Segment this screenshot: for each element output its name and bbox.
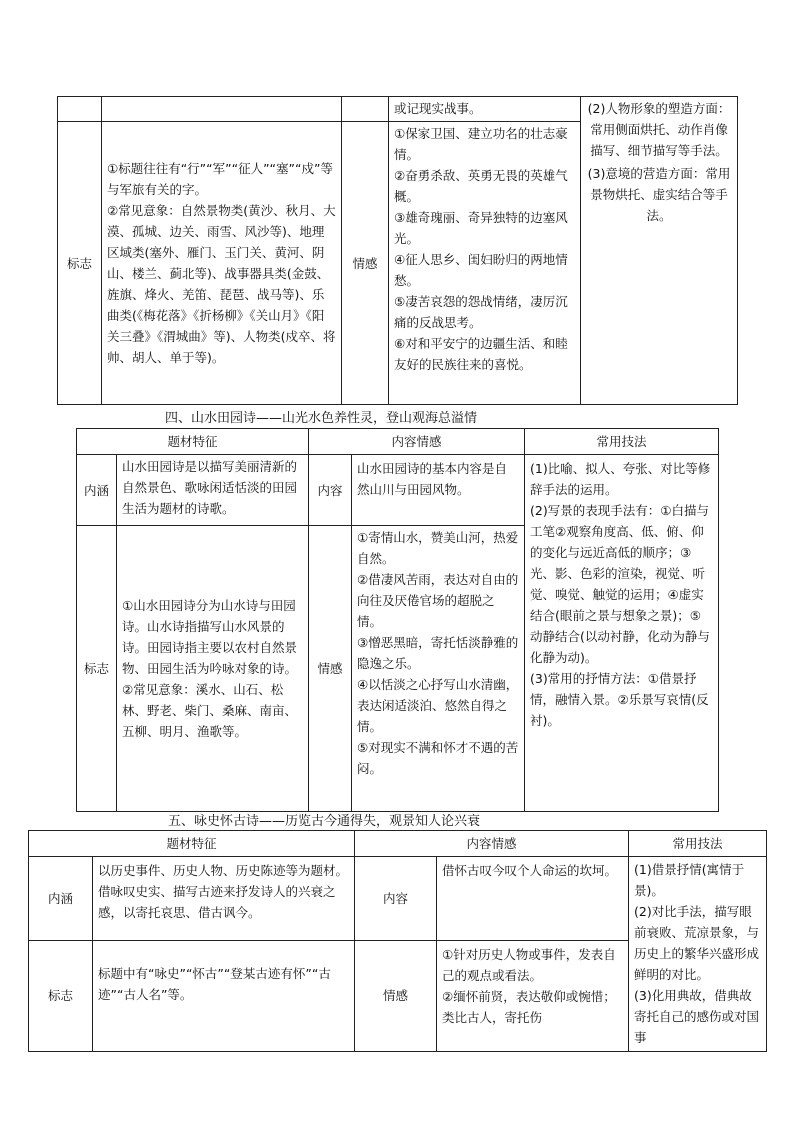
biaozhi-text: ①山水田园诗分为山水诗与田园诗。山水诗指描写山水风景的诗。田园诗指主要以农村自然景物、田园生活为吟咏对象的诗。 ②常见意象：溪水、山石、松林、野老、柴门、桑麻、南亩、五柳、明月、渔歌等。 xyxy=(117,526,309,812)
label-qinggan: 情感 xyxy=(309,526,352,812)
jifa-text: (1)比喻、拟人、夸张、对比等修辞手法的运用。 (2)写景的表现手法有：①白描与工笔②观察角度高、低、俯、仰的变化与远近高低的顺序；③光、影、色彩的渲染，视觉、听觉、嗅觉、触觉的运用；④虚实结合(眼前之景与想象之景)；⑤动静结合(以动衬静，化动为静与化静为动)。 (3)常用的抒情方法：①借景抒情，融情入景。②乐景写哀情(反衬)。 xyxy=(525,455,719,812)
neihan-text: 以历史事件、历史人物、历史陈迹等为题材。借咏叹史实、描写古迹来抒发诗人的兴衰之感，以寄托哀思、借古讽今。 xyxy=(93,857,355,941)
jifa-text: (1)借景抒情(寓情于景)。 (2)对比手法，描写眼前衰败、荒凉景象，与历史上的繁华兴盛形成鲜明的对比。 (3)化用典故，借典故寄托自己的感伤或对国事 xyxy=(629,857,767,1052)
cell-empty xyxy=(102,97,342,122)
label-qinggan: 情感 xyxy=(355,940,437,1051)
cell-continued-text: 或记现实战事。 xyxy=(389,97,581,122)
qinggan-text: ①寄情山水，赞美山河，热爱自然。 ②借凄风苦雨，表达对自由的向往及厌倦官场的超脱之情。 ③憎恶黑暗，寄托恬淡静雅的隐逸之乐。 ④以恬淡之心抒写山水清幽，表达闲适淡泊、悠然自得之情。 ⑤对现实不满和怀才不遇的苦闷。 xyxy=(352,526,525,812)
label-biaozhi: 标志 xyxy=(29,940,93,1051)
label-qinggan: 情感 xyxy=(342,122,389,405)
neirong-text: 山水田园诗的基本内容是自然山川与田园风物。 xyxy=(352,455,525,526)
qinggan-text: ①保家卫国、建立功名的壮志豪情。 ②奋勇杀敌、英勇无畏的英雄气概。 ③雄奇瑰丽、奇异独特的边塞风光。 ④征人思乡、闺妇盼归的两地情愁。 ⑤凄苦哀怨的怨战情绪，凄厉沉痛的反战思考。 ⑥对和平安宁的边疆生活、和睦友好的民族往来的喜悦。 xyxy=(389,122,581,405)
label-neihan: 内涵 xyxy=(77,455,117,526)
cell-empty xyxy=(342,97,389,122)
landscape-poetry-table xyxy=(76,428,719,812)
history-poetry-table xyxy=(28,830,767,1052)
label-biaozhi: 标志 xyxy=(58,122,102,405)
label-neirong: 内容 xyxy=(355,857,437,941)
cell-empty xyxy=(58,97,102,122)
header-ticai: 题材特征 xyxy=(29,831,355,857)
techniques-cell: (2)人物形象的塑造方面：常用侧面烘托、动作肖像描写、细节描写等手法。 (3)意境的营造方面：常用景物烘托、虚实结合等手法。 xyxy=(581,97,738,405)
label-biaozhi: 标志 xyxy=(77,526,117,812)
section-4-title: 四、山水田园诗——山光水色养性灵，登山观海总溢情 xyxy=(165,411,478,426)
biaozhi-text: 标题中有“咏史”“怀古”“登某古迹有怀”“古迹”“古人名”等。 xyxy=(93,940,355,1051)
biaozhi-text: ①标题往往有“行”“军”“征人”“塞”“戍”等与军旅有关的字。 ②常见意象：自然景物类(黄沙、秋月、大漠、孤城、边关、雨雪、风沙等)、地理区域类(塞外、雁门、玉门关、黄河、阴山、楼兰、蓟北等)、战事器具类(金鼓、旌旗、烽火、羌笛、琵琶、战马等)、乐曲类(《梅花落》《折杨柳》《关山月》《阳关三叠》《渭城曲》等)、人物类(戍卒、将帅、胡人、单于等)。 xyxy=(102,122,342,405)
label-neihan: 内涵 xyxy=(29,857,93,941)
header-neirong-qinggan: 内容情感 xyxy=(309,429,525,455)
header-ticai: 题材特征 xyxy=(77,429,309,455)
header-jifa: 常用技法 xyxy=(629,831,767,857)
label-neirong: 内容 xyxy=(309,455,352,526)
qinggan-text: ①针对历史人物或事件，发表自己的观点或看法。 ②缅怀前贤，表达敬仰或惋惜；类比古人，寄托伤 xyxy=(437,940,629,1051)
neihan-text: 山水田园诗是以描写美丽清新的自然景色、歌咏闲适恬淡的田园生活为题材的诗歌。 xyxy=(117,455,309,526)
header-jifa: 常用技法 xyxy=(525,429,719,455)
neirong-text: 借怀古叹今叹个人命运的坎坷。 xyxy=(437,857,629,941)
section-5-title: 五、咏史怀古诗——历览古今通得失，观景知人论兴衰 xyxy=(168,814,481,829)
header-neirong-qinggan: 内容情感 xyxy=(355,831,629,857)
frontier-poetry-table xyxy=(57,96,738,405)
